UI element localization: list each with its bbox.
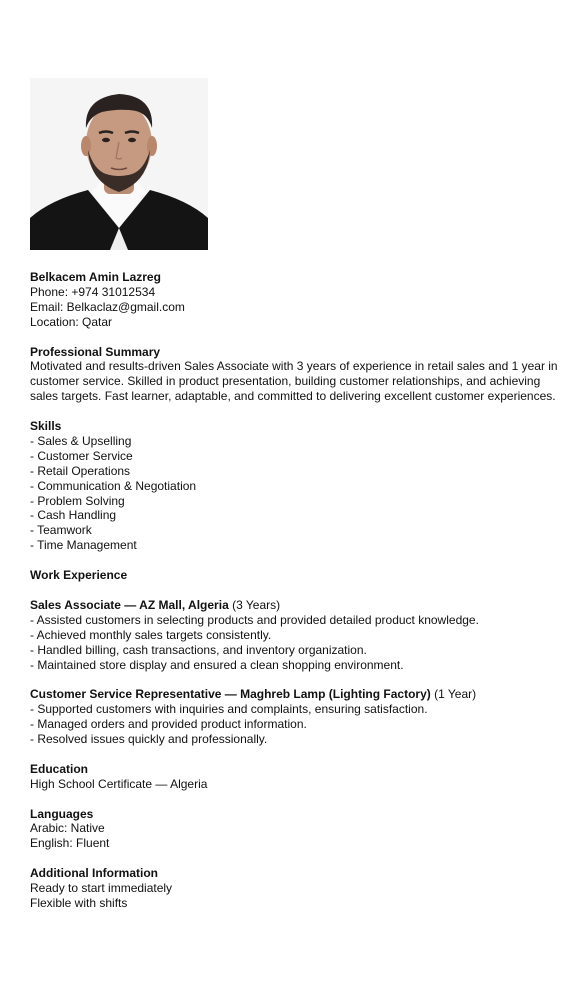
skill-item: - Problem Solving	[30, 493, 125, 508]
profile-photo-image	[30, 78, 208, 250]
skill-item: - Cash Handling	[30, 508, 117, 523]
education-heading: Education	[30, 761, 89, 776]
contact-block	[30, 270, 575, 330]
candidate-name: Belkacem Amin Lazreg	[30, 270, 161, 284]
job-bullet: - Maintained store display and ensured a clean shopping environment.	[30, 657, 404, 672]
job-bullet: - Handled billing, cash transactions, and inventory organization.	[30, 642, 367, 657]
skill-item: - Communication & Negotiation	[30, 478, 197, 493]
resume-document	[30, 270, 575, 911]
location-line: Location: Qatar	[30, 314, 113, 329]
job-bullet: - Supported customers with inquiries and complaints, ensuring satisfaction.	[30, 702, 428, 717]
additional-heading: Additional Information	[30, 866, 158, 881]
job-title-line	[30, 598, 575, 613]
additional-line: Flexible with shifts	[30, 895, 128, 910]
job-bullet: - Managed orders and provided product information.	[30, 717, 307, 732]
job-entry	[30, 687, 575, 747]
skill-item: - Sales & Upselling	[30, 433, 132, 448]
job-bullet: - Assisted customers in selecting products and provided detailed product knowledge.	[30, 612, 479, 627]
skill-item: - Teamwork	[30, 523, 92, 538]
skills-section	[30, 419, 575, 553]
languages-section	[30, 807, 575, 852]
job-entry	[30, 598, 575, 673]
experience-heading: Work Experience	[30, 568, 128, 583]
skill-item: - Retail Operations	[30, 463, 131, 478]
education-section	[30, 762, 575, 792]
phone-line: Phone: +974 31012534	[30, 284, 156, 299]
profile-photo	[30, 78, 208, 250]
job-duration: (3 Years)	[228, 597, 281, 612]
summary-line: sales targets. Fast learner, adaptable, and committed to delivering excellent customer experiences.	[30, 389, 556, 404]
job-title: Sales Associate — AZ Mall, Algeria	[30, 597, 229, 612]
language-line: Arabic: Native	[30, 821, 105, 836]
additional-line: Ready to start immediately	[30, 881, 173, 896]
additional-section	[30, 866, 575, 911]
skills-heading: Skills	[30, 419, 62, 434]
summary-heading: Professional Summary	[30, 344, 161, 359]
job-bullet: - Resolved issues quickly and professionally.	[30, 732, 268, 747]
job-title-line	[30, 687, 575, 702]
language-line: English: Fluent	[30, 836, 110, 851]
languages-heading: Languages	[30, 806, 94, 821]
summary-line: customer service. Skilled in product presentation, building customer relationships, and achieving	[30, 374, 541, 389]
education-line: High School Certificate — Algeria	[30, 776, 208, 791]
email-line: Email: Belkaclaz@gmail.com	[30, 299, 185, 314]
summary-line: Motivated and results-driven Sales Associate with 3 years of experience in retail sales and 1 year in	[30, 359, 558, 374]
skill-item: - Time Management	[30, 538, 137, 553]
job-bullet: - Achieved monthly sales targets consistently.	[30, 627, 272, 642]
job-duration: (1 Year)	[430, 687, 477, 702]
job-title: Customer Service Representative — Maghreb Lamp (Lighting Factory)	[30, 687, 431, 702]
summary-section	[30, 345, 575, 405]
skill-item: - Customer Service	[30, 448, 133, 463]
experience-section	[30, 568, 575, 747]
